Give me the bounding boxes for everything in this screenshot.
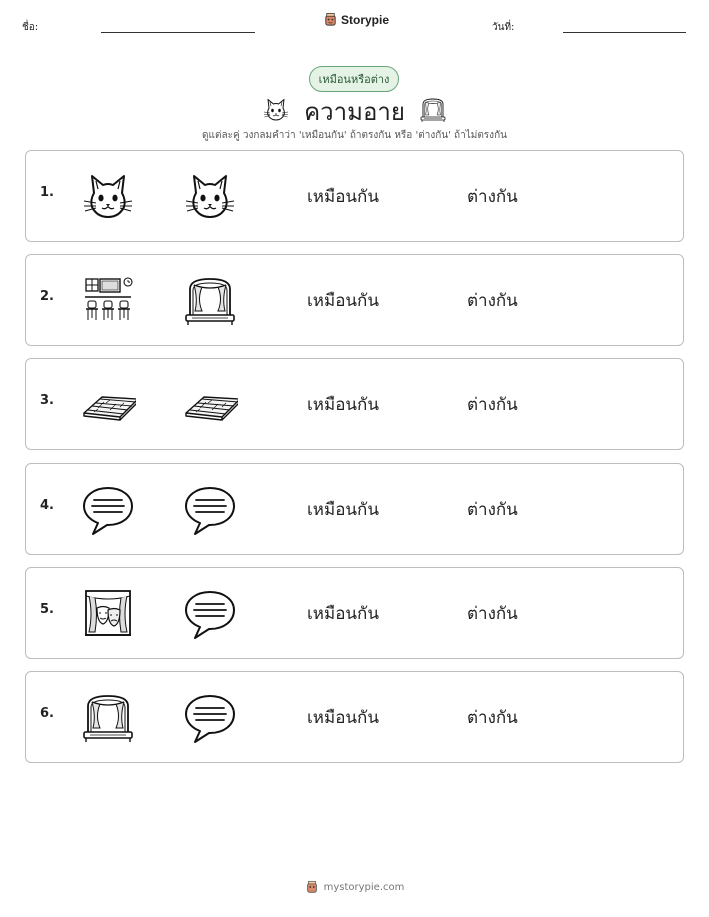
choice-same[interactable]: เหมือนกัน — [307, 500, 379, 520]
choice-same[interactable]: เหมือนกัน — [307, 291, 379, 311]
cat-face-icon — [182, 169, 238, 225]
name-label: ชื่อ: — [22, 22, 39, 33]
choice-different[interactable]: ต่างกัน — [467, 395, 518, 415]
footer — [0, 880, 709, 894]
title-row — [0, 92, 709, 131]
question-row — [25, 150, 684, 242]
choice-different[interactable]: ต่างกัน — [467, 604, 518, 624]
question-number: 6. — [40, 706, 54, 721]
choice-same[interactable]: เหมือนกัน — [307, 708, 379, 728]
question-number: 4. — [40, 498, 54, 513]
brand — [323, 12, 389, 27]
choice-same[interactable]: เหมือนกัน — [307, 395, 379, 415]
speech-bubble-icon — [80, 482, 136, 538]
instructions: ดูแต่ละคู่ วงกลมคำว่า 'เหมือนกัน' ถ้าตรงกัน หรือ 'ต่างกัน' ถ้าไม่ตรงกัน — [202, 130, 507, 141]
date-label: วันที่: — [492, 22, 515, 33]
cat-face-icon — [80, 169, 136, 225]
storypie-logo-icon — [323, 12, 338, 27]
speech-bubble-icon — [182, 690, 238, 746]
stage-icon — [182, 273, 238, 329]
speech-bubble-icon — [182, 586, 238, 642]
stage-icon — [419, 96, 447, 128]
brand-name: Storypie — [341, 12, 390, 27]
classroom-icon — [80, 273, 136, 329]
choice-different[interactable]: ต่างกัน — [467, 187, 518, 207]
speech-bubble-icon — [182, 482, 238, 538]
choice-different[interactable]: ต่างกัน — [467, 500, 518, 520]
question-row — [25, 254, 684, 346]
cat-icon — [262, 96, 290, 128]
activity-badge: เหมือนหรือต่าง — [309, 66, 399, 92]
choice-different[interactable]: ต่างกัน — [467, 708, 518, 728]
choice-same[interactable]: เหมือนกัน — [307, 187, 379, 207]
question-number: 3. — [40, 393, 54, 408]
choice-same[interactable]: เหมือนกัน — [307, 604, 379, 624]
theater-masks-icon — [80, 586, 136, 642]
stage-icon — [80, 690, 136, 746]
choice-different[interactable]: ต่างกัน — [467, 291, 518, 311]
question-number: 2. — [40, 289, 54, 304]
storypie-logo-icon — [305, 880, 319, 894]
question-row — [25, 567, 684, 659]
question-row — [25, 463, 684, 555]
wooden-floor-icon — [80, 377, 136, 433]
name-line[interactable] — [101, 32, 255, 33]
question-row — [25, 671, 684, 763]
question-number: 5. — [40, 602, 54, 617]
question-number: 1. — [40, 185, 54, 200]
footer-url[interactable]: mystorypie.com — [323, 881, 405, 893]
question-row — [25, 358, 684, 450]
date-line[interactable] — [563, 32, 686, 33]
page-title: ความอาย — [304, 98, 405, 126]
wooden-floor-icon — [182, 377, 238, 433]
